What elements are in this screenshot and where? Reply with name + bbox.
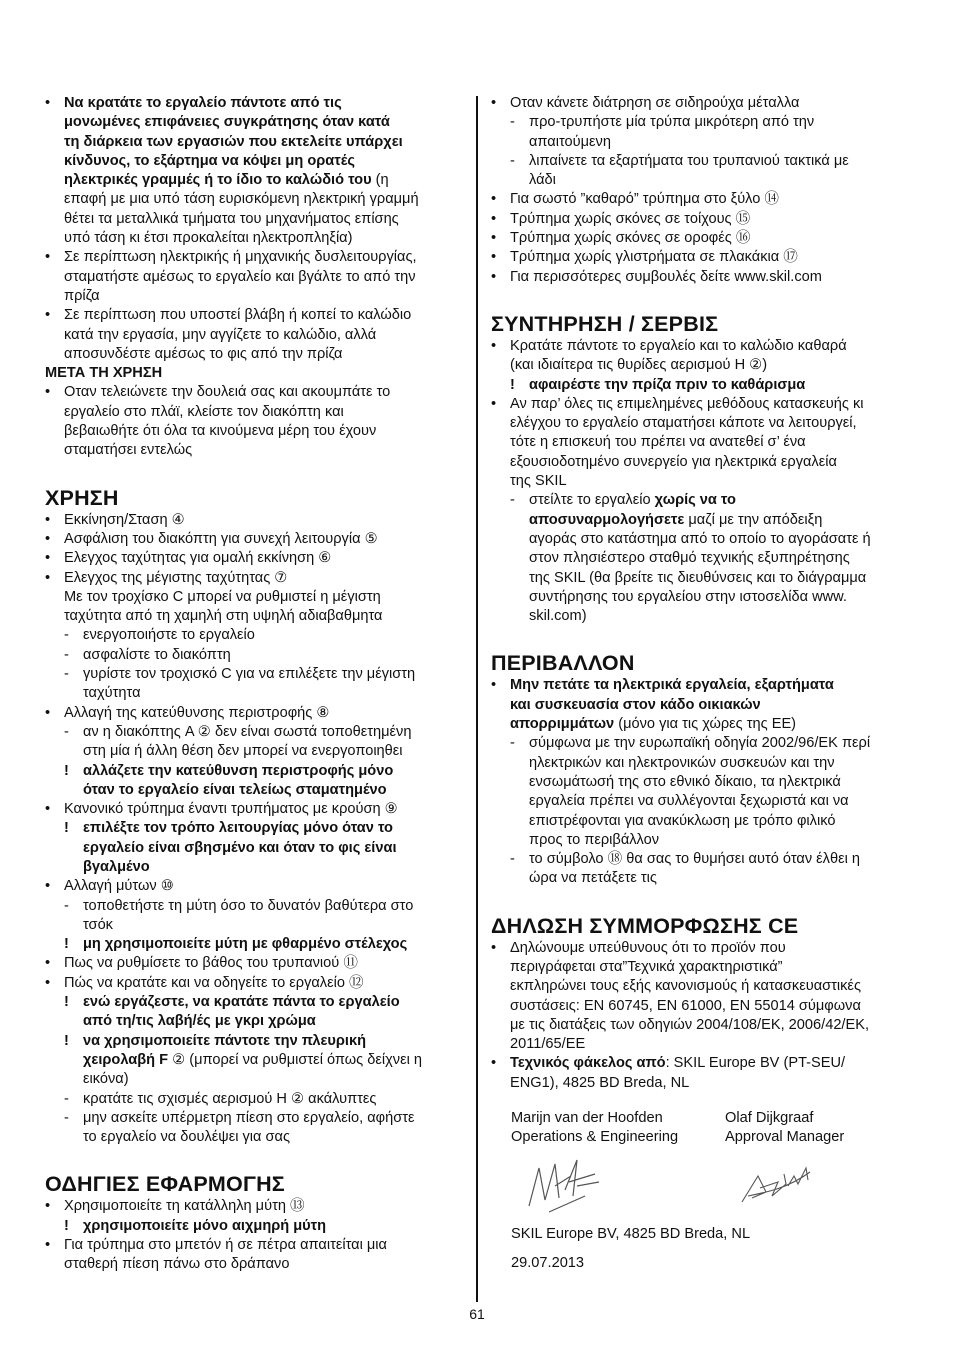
text-segment: αφαιρέστε την πρίζα πριν το καθάρισμα	[529, 376, 806, 393]
dash-line	[491, 491, 911, 510]
text-segment: της SKIL (θα βρείτε τις διευθύνσεις και το διάγραμμα	[529, 569, 867, 586]
text-segment: εργαλείο στο πλάϊ, κλείστε τον διακόπτη και	[64, 403, 344, 420]
text-line	[45, 190, 465, 209]
section-heading	[491, 913, 911, 939]
text-segment: το εργαλείο να δουλέψει για σας	[83, 1129, 291, 1146]
text-segment: στείλτε το εργαλείο	[529, 492, 655, 509]
text-segment: μαζί με την απόδειξη	[684, 511, 823, 528]
text-line	[491, 958, 911, 977]
text-segment: στον πλησιέστερο σταθμό τεχνικής εξυπηρέτησης	[529, 550, 850, 567]
warning-line	[45, 993, 465, 1012]
bullet-line	[45, 1197, 465, 1216]
dash-line	[45, 723, 465, 742]
page-number: 61	[469, 1306, 485, 1322]
text-segment: εικόνα)	[83, 1071, 129, 1088]
bullet-line	[45, 511, 465, 530]
text-line	[45, 858, 465, 877]
text-line	[45, 916, 465, 935]
text-line	[491, 997, 911, 1016]
text-segment: (μόνο για τις χώρες της ΕΕ)	[614, 716, 797, 733]
section-heading	[45, 485, 465, 511]
text-segment: Κρατάτε πάντοτε το εργαλείο και το καλώδιο καθαρά	[510, 337, 847, 354]
dash-line	[45, 646, 465, 665]
text-segment: ταχύτητα από τη χαμηλή στη υψηλή αδιαβαθμητα	[64, 608, 383, 625]
text-segment: ενσωμάτωσή της στο εθνικό δίκαιο, τα ηλεκτρικά	[529, 773, 841, 790]
warning-line	[45, 819, 465, 838]
bullet-line	[45, 704, 465, 723]
text-segment: skil.com)	[529, 608, 587, 625]
text-segment: ώρα να πετάξετε τις	[529, 870, 657, 887]
signatory-2-title: Approval Manager	[725, 1129, 845, 1145]
section-gap	[45, 1147, 465, 1171]
text-segment: ② (μπορεί να ρυθμιστεί όπως δείχνει η	[168, 1051, 422, 1068]
text-segment: κρατάτε τις σχισμές αερισμού H ② ακάλυπτες	[83, 1090, 377, 1107]
text-segment: Τρύπημα χωρίς γλιστρήματα σε πλακάκια ⑰	[510, 249, 798, 266]
signatory-1-name: Marijn van der Hoofden	[511, 1110, 663, 1126]
text-segment: Οταν τελειώνετε την δουλειά σας και ακουμπάτε το	[64, 384, 391, 401]
text-line	[491, 754, 911, 773]
text-segment: και συσκευασία στον κάδο οικιακών	[510, 696, 761, 713]
text-segment: κατά την εργασία, μην αγγίζετε το καλώδιο, αλλά	[64, 326, 377, 343]
text-segment: χρησιμοποιείτε μόνο αιχμηρή μύτη	[83, 1217, 327, 1234]
text-segment: τοποθετήστε τη μύτη όσο το δυνατόν βαθύτερα στο	[83, 897, 414, 914]
text-segment: μονωμένες επιφάνειες συγκράτησης όταν κατά	[64, 114, 390, 131]
text-segment: μην ασκείτε υπέρμετρη πίεση στο εργαλείο, αφήστε	[83, 1109, 415, 1126]
text-line	[491, 607, 911, 626]
text-line	[45, 171, 465, 190]
text-line	[491, 696, 911, 715]
text-segment: Σε περίπτωση ηλεκτρικής ή μηχανικής δυσλειτουργίας,	[64, 249, 417, 266]
text-line	[45, 1012, 465, 1031]
text-line	[45, 839, 465, 858]
text-segment: επιλέξτε τον τρόπο λειτουργίας μόνο όταν το	[83, 820, 393, 837]
text-segment: : SKIL Europe BV (PT-SEU/	[665, 1055, 846, 1072]
text-segment: βγαλμένο	[83, 858, 150, 875]
text-segment: Να κρατάτε το εργαλείο πάντοτε από τις	[64, 95, 342, 111]
bullet-line	[491, 190, 911, 209]
text-segment: κίνδυνος, το εξάρτημα να κόψει μη ορατές	[64, 152, 355, 169]
bullet-line	[491, 210, 911, 229]
text-segment: Χρησιμοποιείτε τη κατάλληλη μύτη ⑬	[64, 1198, 305, 1215]
bullet-line	[45, 974, 465, 993]
text-segment: στη μία ή άλλη θέση δεν μπορεί να ενεργοποιηθει	[83, 743, 403, 760]
text-line	[491, 171, 911, 190]
bullet-line	[45, 954, 465, 973]
signatory-1-title: Operations & Engineering	[511, 1129, 679, 1145]
text-segment: το σύμβολο ⑱ θα σας το θυμήσει αυτό όταν έλθει η	[529, 851, 861, 868]
dash-line	[491, 734, 911, 753]
warning-line	[45, 1032, 465, 1051]
text-line	[491, 869, 911, 888]
text-line	[491, 792, 911, 811]
signatory-2-name: Olaf Dijkgraaf	[725, 1110, 814, 1126]
dash-line	[45, 897, 465, 916]
bullet-line	[45, 877, 465, 896]
text-segment: ενώ εργάζεστε, να κρατάτε πάντα το εργαλείο	[83, 994, 400, 1011]
section-heading	[491, 650, 911, 676]
text-segment: Πώς να κρατάτε και να οδηγείτε το εργαλείο ⑫	[64, 974, 364, 991]
text-line	[45, 345, 465, 364]
text-segment: σταματήσει εντελώς	[64, 442, 193, 459]
left-column	[45, 94, 465, 1275]
text-segment: Δηλώνουμε υπεύθυνους ότι το προϊόν που	[510, 939, 786, 956]
text-segment: τσόκ	[83, 916, 113, 933]
text-segment: της SKIL	[510, 473, 567, 490]
text-segment: Εκκίνηση/Σταση ④	[64, 511, 185, 528]
text-segment: αν η διακόπτης A ② δεν είναι σωστά τοποθετημένη	[83, 723, 412, 740]
text-line	[45, 1128, 465, 1147]
text-line	[45, 268, 465, 287]
text-line	[491, 549, 911, 568]
bullet-line	[45, 569, 465, 588]
text-segment: Μην πετάτε τα ηλεκτρικά εργαλεία, εξαρτήματα	[510, 677, 834, 694]
text-line	[45, 113, 465, 132]
signature-date: 29.07.2013	[511, 1255, 585, 1271]
text-segment: ENG1), 4825 BD Breda, NL	[510, 1074, 690, 1091]
text-line	[45, 588, 465, 607]
text-segment: Τεχνικός φάκελος από	[510, 1055, 666, 1072]
warning-line	[45, 762, 465, 781]
text-segment: αποσυναρμολογήσετε	[529, 511, 685, 528]
dash-line	[491, 113, 911, 132]
text-segment: εκπληρώνει τους εξής κανονισμούς ή κατασκευαστικές	[510, 978, 861, 995]
text-segment: Αλλαγή μύτων ⑩	[64, 878, 174, 895]
text-line	[45, 607, 465, 626]
text-segment: γυρίστε τον τροχισκό C για να επιλέξετε την μέγιστη	[83, 666, 416, 683]
text-segment: Τρύπημα χωρίς σκόνες σε οροφές ⑯	[510, 230, 751, 247]
warning-line	[491, 376, 911, 395]
text-line	[491, 1074, 911, 1093]
signature-2-image	[738, 1162, 818, 1210]
text-segment: Ελεγχος της μέγιστης ταχύτητας ⑦	[64, 569, 288, 586]
text-segment: ΠΕΡΙΒΑΛΛΟΝ	[491, 651, 635, 676]
text-segment: επαφή με μια υπό τάση ευρισκόμενη ηλεκτρική γραμμή	[64, 191, 419, 208]
bullet-line	[491, 229, 911, 248]
bullet-line	[491, 676, 911, 695]
text-segment: τη διάρκεια των εργασιών που εκτελείτε υπάρχει	[64, 133, 403, 150]
bullet-line	[45, 549, 465, 568]
text-segment: σταματήστε αμέσως το εργαλείο και βγάλτε το από την	[64, 268, 416, 285]
text-segment: πρίζα	[64, 287, 100, 304]
warning-line	[45, 935, 465, 954]
text-segment: μη χρησιμοποιείτε μύτη με φθαρμένο στέλεχος	[83, 936, 408, 953]
text-line	[491, 356, 911, 375]
text-line	[491, 530, 911, 549]
text-line	[45, 210, 465, 229]
text-segment: από τη/τις λαβή/ές με γκρι χρώμα	[83, 1013, 316, 1030]
text-line	[491, 414, 911, 433]
text-segment: αποσυνδέστε αμέσως το φις από την πρίζα	[64, 345, 343, 362]
text-segment: εργαλείο είναι σβησμένο και όταν το φις είναι	[83, 839, 397, 856]
text-segment: λιπαίνετε τα εξαρτήματα του τρυπανιού τακτικά με	[529, 152, 849, 169]
text-segment: όταν το εργαλείο είναι τελείως σταματημένο	[83, 781, 387, 798]
text-segment: ηλεκτρικών και ηλεκτρονικών συσκευών και την	[529, 754, 835, 771]
text-line	[45, 441, 465, 460]
text-line	[45, 1070, 465, 1089]
text-line	[491, 1016, 911, 1035]
company-address: SKIL Europe BV, 4825 BD Breda, NL	[511, 1226, 751, 1242]
text-segment: επιστρέφονται για ανακύκλωση με τρόπο φιλικό	[529, 812, 836, 829]
text-line	[491, 831, 911, 850]
bullet-line	[45, 248, 465, 267]
text-line	[491, 453, 911, 472]
bullet-line	[491, 94, 911, 113]
text-segment: Κανονικό τρύπημα έναντι τρυπήματος με κρούση ⑨	[64, 801, 398, 818]
text-segment: λάδι	[529, 172, 556, 189]
bullet-line	[491, 395, 911, 414]
section-gap	[45, 461, 465, 485]
text-line	[45, 152, 465, 171]
dash-line	[45, 1090, 465, 1109]
text-segment: με τις διατάξεις των οδηγιών 2004/108/ΕΚ, 2006/42/ΕΚ,	[510, 1016, 870, 1033]
text-line	[45, 742, 465, 761]
dash-line	[45, 665, 465, 684]
text-segment: Σε περίπτωση που υποστεί βλάβη ή κοπεί το καλώδιο	[64, 307, 412, 324]
text-segment: ΔΗΛΩΣΗ ΣΥΜΜΟΡΦΩΣΗΣ CE	[491, 913, 799, 938]
dash-line	[491, 850, 911, 869]
dash-line	[45, 1109, 465, 1128]
text-segment: υπό τάση κι έτσι προκαλείται ηλεκτροπληξία)	[64, 230, 353, 247]
section-heading	[491, 311, 911, 337]
bullet-line	[45, 383, 465, 402]
right-column	[491, 94, 911, 1093]
text-line	[45, 781, 465, 800]
text-line	[491, 977, 911, 996]
text-segment: βεβαιωθήτε ότι όλα τα κινούμενα μέρη του έχουν	[64, 423, 377, 440]
bullet-line	[45, 530, 465, 549]
text-segment: χειρολαβή F	[83, 1051, 169, 1068]
text-line	[491, 1035, 911, 1054]
warning-line	[45, 1217, 465, 1236]
text-line	[45, 287, 465, 306]
text-segment: (και ιδιαίτερα τις θυρίδες αερισμού H ②)	[510, 357, 768, 374]
text-segment: θέτει τα μεταλλικά τμήματα του μηχανήματος επίσης	[64, 210, 399, 227]
bullet-line	[491, 1054, 911, 1073]
text-segment: Ασφάλιση του διακόπτη για συνεχή λειτουργία ⑤	[64, 530, 378, 547]
text-segment: απαιτούμενη	[529, 133, 611, 150]
text-line	[45, 1051, 465, 1070]
text-segment: συστάσεις: EN 60745, EN 61000, EN 55014 σύμφωνα	[510, 997, 861, 1014]
text-segment: ΣΥΝΤΗΡΗΣΗ / ΣΕΡΒΙΣ	[491, 311, 719, 336]
section-gap	[491, 626, 911, 650]
text-line	[491, 588, 911, 607]
text-segment: ενεργοποιήστε το εργαλείο	[83, 627, 255, 644]
text-segment: ηλεκτρικές γραμμές ή το ίδιο το καλώδιό του	[64, 172, 372, 189]
text-segment: ΧΡΗΣΗ	[45, 485, 119, 510]
bullet-line	[491, 337, 911, 356]
bullet-line	[45, 94, 465, 113]
text-segment: ταχύτητα	[83, 685, 141, 702]
section-gap	[491, 287, 911, 311]
text-segment: Για σωστό ”καθαρό” τρύπημα στο ξύλο ⑭	[510, 191, 780, 208]
dash-line	[491, 152, 911, 171]
dash-line	[45, 626, 465, 645]
bullet-line	[45, 800, 465, 819]
text-line	[45, 684, 465, 703]
text-line	[45, 364, 465, 383]
text-line	[45, 422, 465, 441]
bullet-line	[491, 248, 911, 267]
text-segment: αγοράς στο κατάστημα από το οποίο το αγοράσατε ή	[529, 530, 871, 547]
text-segment: περιγράφεται στα”Τεχνικά χαρακτηριστικά”	[510, 958, 783, 975]
bullet-line	[491, 268, 911, 287]
text-line	[45, 1255, 465, 1274]
text-segment: Για τρύπημα στο μπετόν ή σε πέτρα απαιτείται μια	[64, 1237, 387, 1254]
bullet-line	[491, 939, 911, 958]
text-line	[491, 511, 911, 530]
text-line	[45, 326, 465, 345]
text-segment: προς το περιβάλλον	[529, 831, 660, 848]
text-line	[491, 569, 911, 588]
column-divider	[476, 96, 478, 1302]
text-line	[45, 133, 465, 152]
text-segment: ελέγχου το εργαλείο σταματήσει κάποτε να λειτουργεί,	[510, 415, 857, 432]
text-segment: Με τον τροχίσκο C μπορεί να ρυθμιστεί η μέγιστη	[64, 588, 381, 605]
text-segment: Για περισσότερες συμβουλές δείτε www.skil.com	[510, 268, 822, 285]
text-segment: Αν παρ’ όλες τις επιμελημένες μεθόδους κατασκευής κι	[510, 395, 864, 412]
text-line	[491, 812, 911, 831]
section-gap	[491, 889, 911, 913]
text-segment: συντήρησης του εργαλείου στην ιστοσελίδα www.	[529, 588, 847, 605]
section-heading	[45, 1171, 465, 1197]
text-line	[491, 773, 911, 792]
bullet-line	[45, 1236, 465, 1255]
text-line	[45, 403, 465, 422]
text-segment: Οταν κάνετε διάτρηση σε σιδηρούχα μέταλλα	[510, 95, 800, 111]
text-segment: 2011/65/ΕΕ	[510, 1036, 586, 1053]
text-segment: ΟΔΗΓΙΕΣ ΕΦΑΡΜΟΓΗΣ	[45, 1172, 285, 1197]
text-segment: εξουσιοδοτημένο συνεργείο για ηλεκτρικά εργαλεία	[510, 453, 837, 470]
text-line	[491, 433, 911, 452]
text-segment: Αλλαγή της κατεύθυνσης περιστροφής ⑧	[64, 704, 330, 721]
text-segment: (η	[371, 172, 389, 189]
text-segment: ΜΕΤΑ ΤΗ ΧΡΗΣΗ	[45, 365, 163, 382]
text-segment: Πως να ρυθμίσετε το βάθος του τρυπανιού ⑪	[64, 955, 358, 972]
text-segment: σταθερή πίεση πάνω στο δράπανο	[64, 1256, 290, 1273]
signature-1-image	[525, 1156, 605, 1218]
text-segment: Τρύπημα χωρίς σκόνες σε τοίχους ⑮	[510, 210, 751, 227]
text-segment: αλλάζετε την κατεύθυνση περιστροφής μόνο	[83, 762, 394, 779]
text-segment: Ελεγχος ταχύτητας για ομαλή εκκίνηση ⑥	[64, 550, 332, 567]
text-line	[491, 715, 911, 734]
text-line	[491, 472, 911, 491]
text-segment: να χρησιμοποιείτε πάντοτε την πλευρική	[83, 1032, 367, 1049]
bullet-line	[45, 306, 465, 325]
text-segment: τότε η επισκευή του πρέπει να ανατεθεί σ’ ένα	[510, 434, 806, 451]
text-line	[491, 133, 911, 152]
text-line	[45, 229, 465, 248]
text-segment: εργαλεία πρέπει να συλλέγονται ξεχωριστά και να	[529, 793, 849, 810]
text-segment: προ-τρυπήστε μία τρύπα μικρότερη από την	[529, 114, 815, 131]
text-segment: χωρίς να το	[654, 492, 736, 509]
text-segment: απορριμμάτων	[510, 716, 615, 733]
text-segment: ασφαλίστε το διακόπτη	[83, 646, 231, 663]
text-segment: σύμφωνα με την ευρωπαϊκή οδηγία 2002/96/ΕΚ περί	[529, 735, 871, 752]
